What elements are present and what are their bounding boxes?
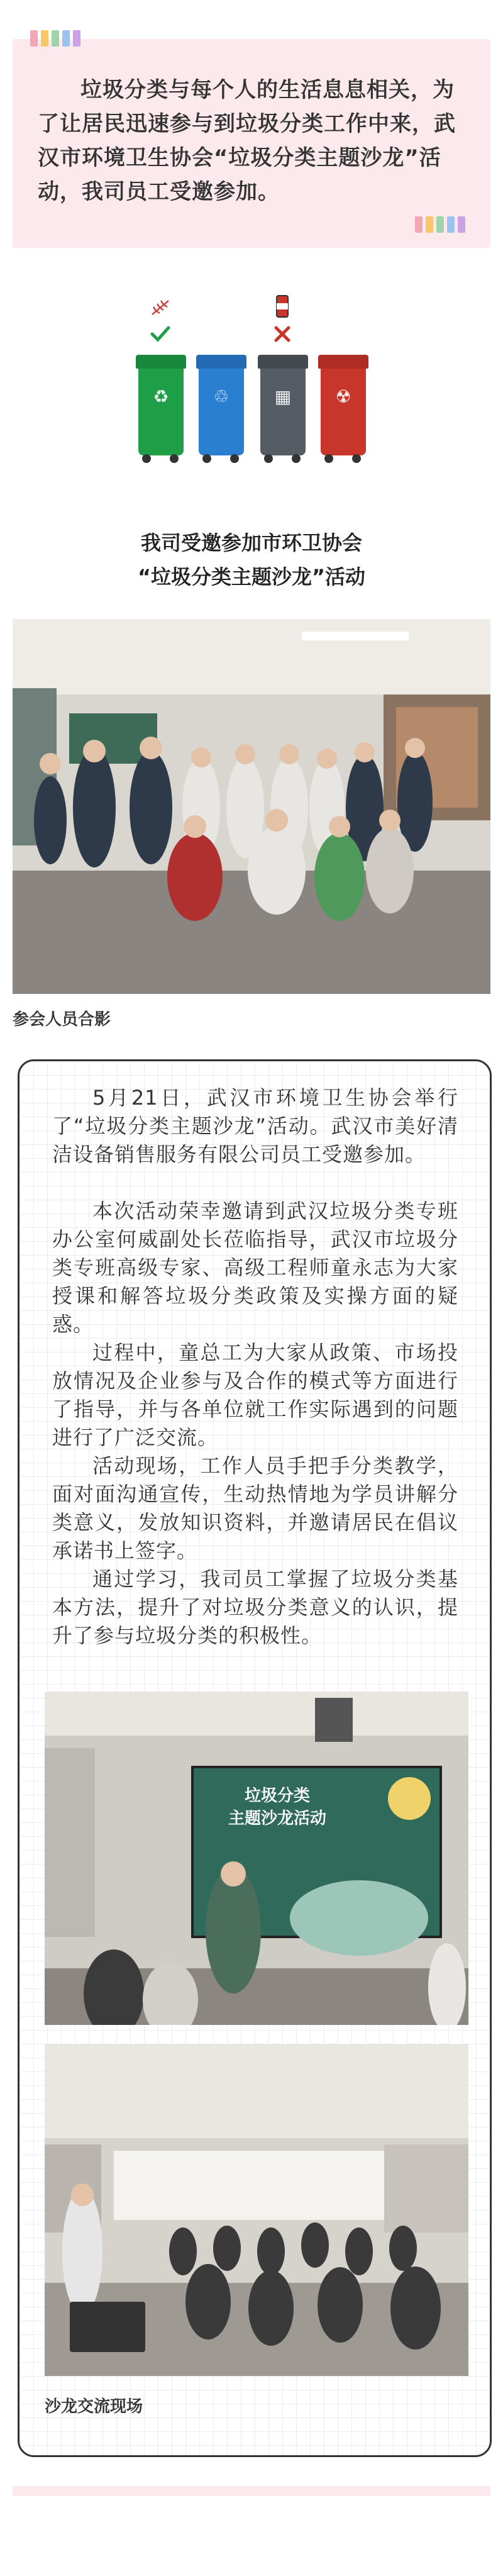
gray-bin: [255, 292, 309, 468]
intro-box: [13, 39, 490, 248]
salon-photo-caption: 沙龙交流现场: [45, 2397, 143, 2416]
paragraph-4: 活动现场，工作人员手把手分类教学，面对面沟通宣传，生动热情地为学员讲解分类意义，发放知识资料，并邀请居民在倡议承诺书上签字。: [52, 1454, 458, 1563]
green-bin: [133, 292, 187, 468]
paragraph-2: 本次活动荣幸邀请到武汉垃圾分类专班办公室何威副处长莅临指导，武汉市垃圾分类专班高级专家、高级工程师童永志为大家授课和解答垃圾分类政策及实操方面的疑惑。: [52, 1199, 458, 1336]
article-frame: [18, 1059, 492, 2457]
screen-title-line-2: 主题沙龙活动: [228, 1809, 326, 1828]
can-icon: [272, 294, 293, 313]
recycle-icon: ♲: [213, 386, 229, 407]
group-photo-caption: 参会人员合影: [13, 1010, 111, 1029]
group-photo: [13, 619, 490, 994]
lecture-photo: [45, 1692, 468, 2025]
red-bin: [316, 292, 370, 468]
heading-line-2: “垃圾分类主题沙龙”活动: [137, 565, 366, 589]
fishbone-icon: [150, 298, 171, 317]
decor-dots-bottom-right: [415, 216, 465, 233]
check-icon: [150, 325, 171, 343]
other-waste-icon: ▦: [274, 386, 292, 407]
paragraph-3: 过程中，童总工为大家从政策、市场投放情况及企业参与及合作的模式等方面进行了指导，并与各单位就工作实际遇到的问题进行了广泛交流。: [52, 1341, 458, 1449]
decor-dots-top-left: [30, 30, 80, 47]
screen-title-line-1: 垃圾分类: [244, 1787, 310, 1805]
hazardous-icon: ☢: [335, 386, 351, 407]
sorting-bins-illustration: [133, 292, 370, 468]
paragraph-5: 通过学习，我司员工掌握了垃圾分类基本方法，提升了对垃圾分类意义的认识，提升了参与垃圾分类的积极性。: [52, 1567, 458, 1648]
audience-photo: [45, 2044, 468, 2376]
heading-line-1: 我司受邀参加市环卫协会: [140, 531, 362, 555]
paragraph-1: 5月21日，武汉市环境卫生协会举行了“垃圾分类主题沙龙”活动。武汉市美好清洁设备销售服务有限公司员工受邀参加。: [52, 1086, 458, 1166]
kitchen-waste-icon: ♻: [153, 386, 169, 407]
screen-title: [214, 1785, 340, 1830]
article-heading: [0, 526, 503, 594]
bottom-divider: [13, 2486, 490, 2496]
blue-bin: [194, 292, 248, 468]
intro-text: 垃圾分类与每个人的生活息息相关，为了让居民迅速参与到垃圾分类工作中来，武汉市环境卫生协会“垃圾分类主题沙龙”活动，我司员工受邀参加。: [38, 77, 456, 204]
cross-icon: [272, 325, 293, 343]
